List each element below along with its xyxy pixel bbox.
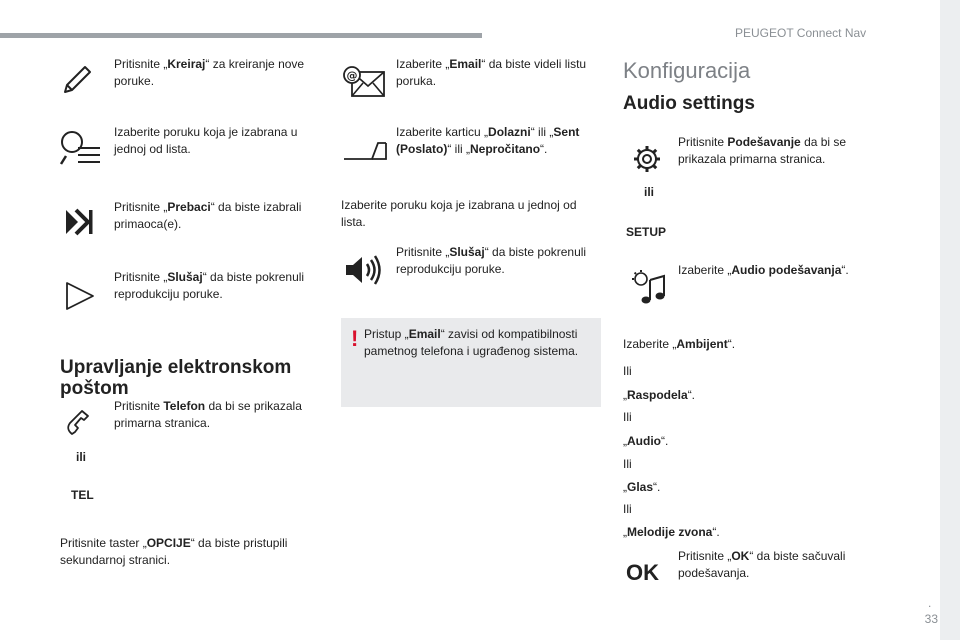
instruction-select-message: Izaberite poruku koja je izabrana u jednoj od lista.	[114, 125, 298, 156]
subtitle-audio-settings: Audio settings	[623, 93, 755, 114]
pencil-icon	[60, 62, 94, 96]
setup-button-label: SETUP	[626, 225, 667, 239]
tab-icon	[342, 139, 388, 163]
option-voice: „Glas“.	[623, 480, 661, 494]
speaker-icon	[344, 254, 382, 286]
or-text-3: Ili	[623, 457, 632, 471]
instruction-audio-settings: Izaberite „Audio podešavanja“.	[678, 263, 849, 277]
instruction-listen: Pritisnite „Slušaj“ da biste pokrenuli reprodukciju poruke.	[114, 270, 305, 301]
option-ambience: Izaberite „Ambijent“.	[623, 337, 736, 351]
svg-text:@: @	[346, 69, 358, 82]
note-text: Pristup „Email“ zavisi od kompatibilnosti pametnog telefona i ugrađenog sistema.	[364, 327, 579, 358]
header-bar	[0, 33, 482, 38]
tel-button-label: TEL	[71, 488, 94, 502]
section-title-email-management: Upravljanje elektronskom poštom	[60, 357, 292, 399]
play-icon	[64, 280, 96, 312]
instruction-forward: Pritisnite „Prebaci“ da biste izabrali primaoca(e).	[114, 200, 302, 231]
warning-icon: !	[351, 326, 359, 351]
search-list-icon	[58, 128, 102, 168]
instruction-settings: Pritisnite Podešavanje da bi se prikazala primarna stranica.	[678, 135, 847, 166]
or-text-4: Ili	[623, 502, 632, 516]
instruction-options: Pritisnite taster „OPCIJE“ da biste pristupili sekundarnoj stranici.	[60, 536, 288, 567]
option-ringtones: „Melodije zvona“.	[623, 525, 720, 539]
instruction-tabs: Izaberite karticu „Dolazni“ ili „Sent (Poslato)“ ili „Nepročitano“.	[396, 125, 580, 156]
or-label-2: ili	[644, 185, 655, 199]
phone-icon	[64, 408, 94, 438]
or-text-1: Ili	[623, 364, 632, 378]
continuation-mark: .	[928, 596, 932, 610]
gear-icon	[632, 144, 662, 174]
audio-settings-icon	[630, 268, 668, 306]
instruction-create: Pritisnite „Kreiraj“ za kreiranje nove poruke.	[114, 57, 305, 88]
instruction-phone: Pritisnite Telefon da bi se prikazala primarna stranica.	[114, 399, 302, 430]
instruction-select-message-2: Izaberite poruku koja je izabrana u jednoj od lista.	[341, 198, 577, 229]
email-icon	[342, 64, 386, 100]
option-audio: „Audio“.	[623, 434, 669, 448]
instruction-email: Izaberite „Email“ da biste videli listu poruka.	[396, 57, 587, 88]
ok-button-label: OK	[626, 560, 659, 585]
or-label: ili	[76, 450, 87, 464]
option-distribution: „Raspodela“.	[623, 388, 696, 402]
section-title-configuration: Konfiguracija	[623, 58, 751, 83]
instruction-ok: Pritisnite „OK“ da biste sačuvali podešavanja.	[678, 549, 846, 580]
forward-icon	[62, 206, 94, 238]
right-margin-strip	[940, 0, 960, 640]
or-text-2: Ili	[623, 410, 632, 424]
instruction-listen-2: Pritisnite „Slušaj“ da biste pokrenuli reprodukciju poruke.	[396, 245, 587, 276]
page-number: 33	[924, 612, 938, 626]
header-title: PEUGEOT Connect Nav	[735, 26, 867, 40]
